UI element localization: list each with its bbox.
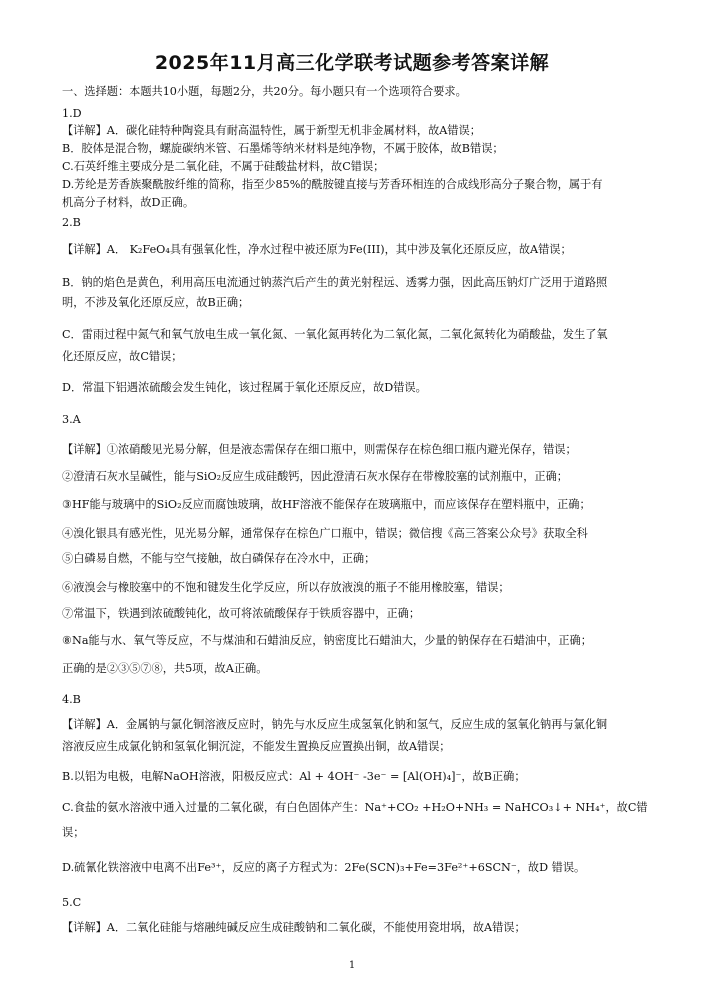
text-line: ⑤白磷易自燃，不能与空气接触，故白磷保存在冷水中，正确；: [62, 552, 376, 565]
text-line: D.芳纶是芳香族聚酰胺纤维的简称，指至少85%的酰胺键直接与芳香环相连的合成线形高分子聚合物，属于有: [62, 178, 603, 191]
text-line: B．钠的焰色是黄色，利用高压电流通过钠蒸汽后产生的黄光射程远、透雾力强，因此高压钠灯广泛用于道路照: [62, 276, 608, 289]
text-line: 溶液反应生成氯化钠和氢氧化铜沉淀，不能发生置换反应置换出铜，故A错误；: [62, 740, 451, 753]
text-line: 4.B: [62, 693, 81, 706]
text-line: ④溴化银具有感光性，见光易分解，通常保存在棕色广口瓶中，错误；微信搜《高三答案公众号》获取全科: [62, 527, 588, 540]
text-line: 机高分子材料，故D正确。: [62, 196, 195, 209]
text-line: 一、选择题：本题共10小题，每题2分，共20分。每小题只有一个选项符合要求。: [62, 85, 467, 98]
text-line: D．常温下铝遇浓硫酸会发生钝化，该过程属于氧化还原反应，故D错误。: [62, 381, 427, 394]
page-number: 1: [348, 960, 356, 971]
text-line: ③HF能与玻璃中的SiO₂反应而腐蚀玻璃，故HF溶液不能保存在玻璃瓶中，而应该保存在塑料瓶中，正确；: [62, 498, 591, 511]
text-line: ⑧Na能与水、氧气等反应，不与煤油和石蜡油反应，钠密度比石蜡油大，少量的钠保存在石蜡油中，正确；: [62, 634, 592, 647]
text-line: ⑥液溴会与橡胶塞中的不饱和键发生化学反应，所以存放液溴的瓶子不能用橡胶塞，错误；: [62, 581, 510, 594]
text-line: ②澄清石灰水呈碱性，能与SiO₂反应生成硅酸钙，因此澄清石灰水保存在带橡胶塞的试剂瓶中，正确；: [62, 470, 568, 483]
text-line: C.食盐的氨水溶液中通入过量的二氧化碳，有白色固体产生：Na⁺+CO₂ +H₂O+NH₃ = NaHCO₃↓+ NH₄⁺，故C错: [62, 801, 648, 814]
text-line: 误；: [62, 826, 85, 839]
text-line: 2.B: [62, 216, 81, 229]
text-line: 明，不涉及氧化还原反应，故B正确；: [62, 296, 250, 309]
text-line: D.硫氰化铁溶液中电离不出Fe³⁺，反应的离子方程式为：2Fe(SCN)₃+Fe=3Fe²⁺+6SCN⁻，故D 错误。: [62, 861, 586, 874]
page-title: 2025年11月高三化学联考试题参考答案详解: [154, 52, 550, 74]
text-line: 【详解】A．碳化硅特种陶瓷具有耐高温特性，属于新型无机非金属材料，故A错误；: [62, 124, 481, 137]
text-line: B．胶体是混合物，螺旋碳纳米管、石墨烯等纳米材料是纯净物，不属于胶体，故B错误；: [62, 142, 504, 155]
text-line: 化还原反应，故C错误；: [62, 350, 183, 363]
text-line: ⑦常温下，铁遇到浓硫酸钝化，故可将浓硫酸保存于铁质容器中，正确；: [62, 607, 421, 620]
text-line: 正确的是②③⑤⑦⑧，共5项，故A正确。: [62, 662, 268, 675]
text-line: 【详解】A．二氧化硅能与熔融纯碱反应生成硅酸钠和二氧化碳，不能使用瓷坩埚，故A错误；: [62, 921, 526, 934]
text-line: B.以铝为电极，电解NaOH溶液，阳极反应式：Al + 4OH⁻ -3e⁻ = [Al(OH)₄]⁻，故B正确；: [62, 770, 526, 783]
text-line: 5.C: [62, 896, 82, 909]
text-line: C.石英纤维主要成分是二氧化硅，不属于硅酸盐材料，故C错误；: [62, 160, 385, 173]
text-line: C．雷雨过程中氮气和氧气放电生成一氧化氮、一氧化氮再转化为二氧化氮，二氧化氮转化为硝酸盐，发生了氧: [62, 328, 608, 341]
text-line: 【详解】A．金属钠与氯化铜溶液反应时，钠先与水反应生成氢氧化钠和氢气，反应生成的氢氧化钠再与氯化铜: [62, 718, 608, 731]
text-line: 3.A: [62, 413, 81, 426]
text-line: 1.D: [62, 107, 82, 120]
text-line: 【详解】①浓硝酸见光易分解，但是液态需保存在细口瓶中，则需保存在棕色细口瓶内避光保存，错误；: [62, 443, 577, 456]
text-line: 【详解】A． K₂FeO₄具有强氧化性，净水过程中被还原为Fe(III)，其中涉及氧化还原反应，故A错误；: [62, 243, 572, 256]
